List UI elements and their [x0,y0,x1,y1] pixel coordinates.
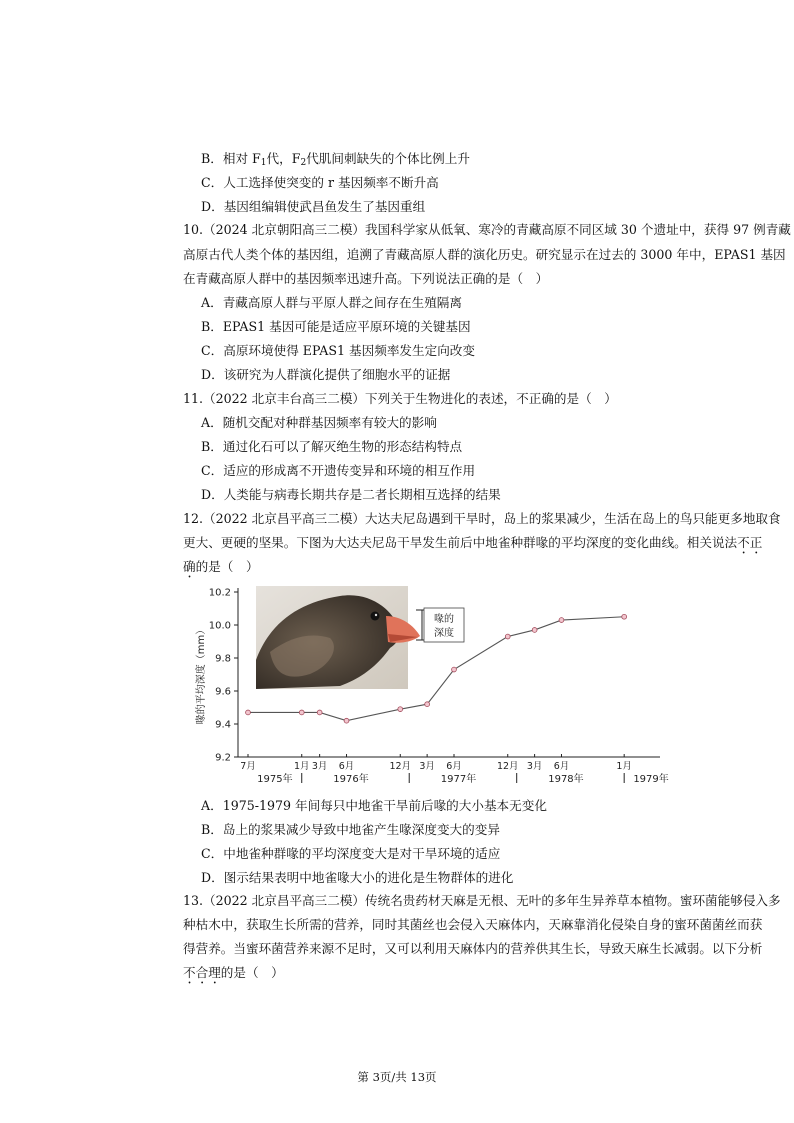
year-label: 1976年 [333,774,369,785]
y-tick-label: 9.6 [215,686,231,698]
q12-stem-line3: 确的是（ ） [183,559,259,574]
month-label: 7月 [240,761,256,772]
q10-stem-line2: 高原古代人类个体的基因组，追溯了青藏高原人群的演化历史。研究显示在过去的 3000 年中，EPAS1 基因 [183,247,786,262]
month-label: 6月 [338,761,355,772]
data-point [299,710,304,715]
month-label: 6月 [446,761,462,772]
data-point [532,628,537,633]
beak-depth-chart [190,582,680,786]
year-label: 1977年 [440,774,477,785]
month-label: 12月 [496,761,519,772]
q10-option-d: D．该研究为人群演化提供了细胞水平的证据 [201,367,451,382]
q13-stem-line4: 不合理的是（ ） [183,965,284,980]
month-label: 1月 [293,761,310,772]
q12-option-b: B．岛上的浆果减少导致中地雀产生喙深度变大的变异 [201,822,500,837]
month-label: 1月 [616,761,632,772]
emphasis-unreasonable: 不合理 [183,965,221,980]
q11-stem: 11.（2022 北京丰台高三二模）下列关于生物进化的表述，不正确的是（ ） [183,391,617,406]
finch-photo [256,586,420,689]
q10-option-a: A．青藏高原人群与平原人群之间存在生殖隔离 [201,295,462,310]
data-point [398,707,403,712]
month-label: 3月 [311,761,328,772]
data-point [452,667,457,672]
q11-option-b: B．通过化石可以了解灭绝生物的形态结构特点 [201,439,463,454]
q13-stem-line1: 13.（2022 北京昌平高三二模）传统名贵药材天麻是无根、无叶的多年生异养草本植物。蜜环菌能够侵入多 [183,893,781,908]
y-tick-label: 9.8 [215,653,231,665]
q11-option-d: D．人类能与病毒长期共存是二者长期相互选择的结果 [201,487,501,502]
data-point [246,710,251,715]
q13-stem-line2: 种枯木中，获取生长所需的营养，同时其菌丝也会侵入天麻体内，天麻靠消化侵染自身的蜜环菌菌丝而获 [183,917,763,932]
y-axis-label: 喙的平均深度（mm） [196,624,207,725]
beak-depth-callout [416,608,464,642]
q10-option-c: C．高原环境使得 EPAS1 基因频率发生定向改变 [201,343,475,358]
year-label: 1975年 [257,774,293,785]
page-footer: 第 3页/共 13页 [357,1070,437,1084]
emphasis-not-correct: 不正 [737,535,763,550]
year-label: 1978年 [548,774,584,785]
q9-option-d: D．基因组编辑使武昌鱼发生了基因重组 [201,199,426,214]
data-point [344,718,349,723]
q12-stem-line1: 12.（2022 北京昌平高三二模）大达夫尼岛遇到干旱时，岛上的浆果减少，生活在岛上的鸟只能更多地取食 [183,511,781,526]
year-label: 1979年 [633,774,669,785]
q10-stem-line3: 在青藏高原人群中的基因频率迅速升高。下列说法正确的是（ ） [183,271,549,286]
q9-option-c: C．人工选择使突变的 r 基因频率不断升高 [201,175,439,190]
q12-option-a: A．1975-1979 年间每只中地雀干旱前后喙的大小基本无变化 [201,798,547,813]
data-point [425,702,430,707]
y-tick-label: 10.2 [208,587,231,599]
q10-option-b: B．EPAS1 基因可能是适应平原环境的关键基因 [201,319,471,334]
month-label: 12月 [389,761,412,772]
month-label: 6月 [553,761,570,772]
y-tick-label: 10.0 [208,620,231,632]
q11-option-a: A．随机交配对种群基因频率有较大的影响 [201,415,437,430]
q12-option-c: C．中地雀种群喙的平均深度变大是对干旱环境的适应 [201,846,501,861]
q12-option-d: D．图示结果表明中地雀喙大小的进化是生物群体的进化 [201,870,514,885]
callout-label-line2: 深度 [434,628,454,639]
data-point [505,634,510,639]
month-label: 3月 [419,761,435,772]
q12-stem-line2: 更大、更硬的坚果。下图为大达夫尼岛干旱发生前后中地雀种群喙的平均深度的变化曲线。相关说法不正 [183,535,763,550]
q10-stem-line1: 10.（2024 北京朝阳高三二模）我国科学家从低氧、寒冷的青藏高原不同区域 30 个遗址中，获得 97 例青藏 [183,222,791,237]
month-label: 3月 [526,761,543,772]
data-point [622,614,627,619]
q9-option-b: B．相对 $F_1$代，$F_2$代肌间刺缺失的个体比例上升 [201,151,470,168]
data-point [317,710,322,715]
callout-label-line1: 喙的 [434,614,454,625]
y-tick-label: 9.4 [215,719,231,731]
y-tick-label: 9.2 [215,752,231,764]
q11-option-c: C．适应的形成离不开遗传变异和环境的相互作用 [201,463,476,478]
q13-stem-line3: 得营养。当蜜环菌营养来源不足时，又可以利用天麻体内的营养供其生长，导致天麻生长减弱。以下分析 [183,941,763,956]
data-point [559,618,564,623]
